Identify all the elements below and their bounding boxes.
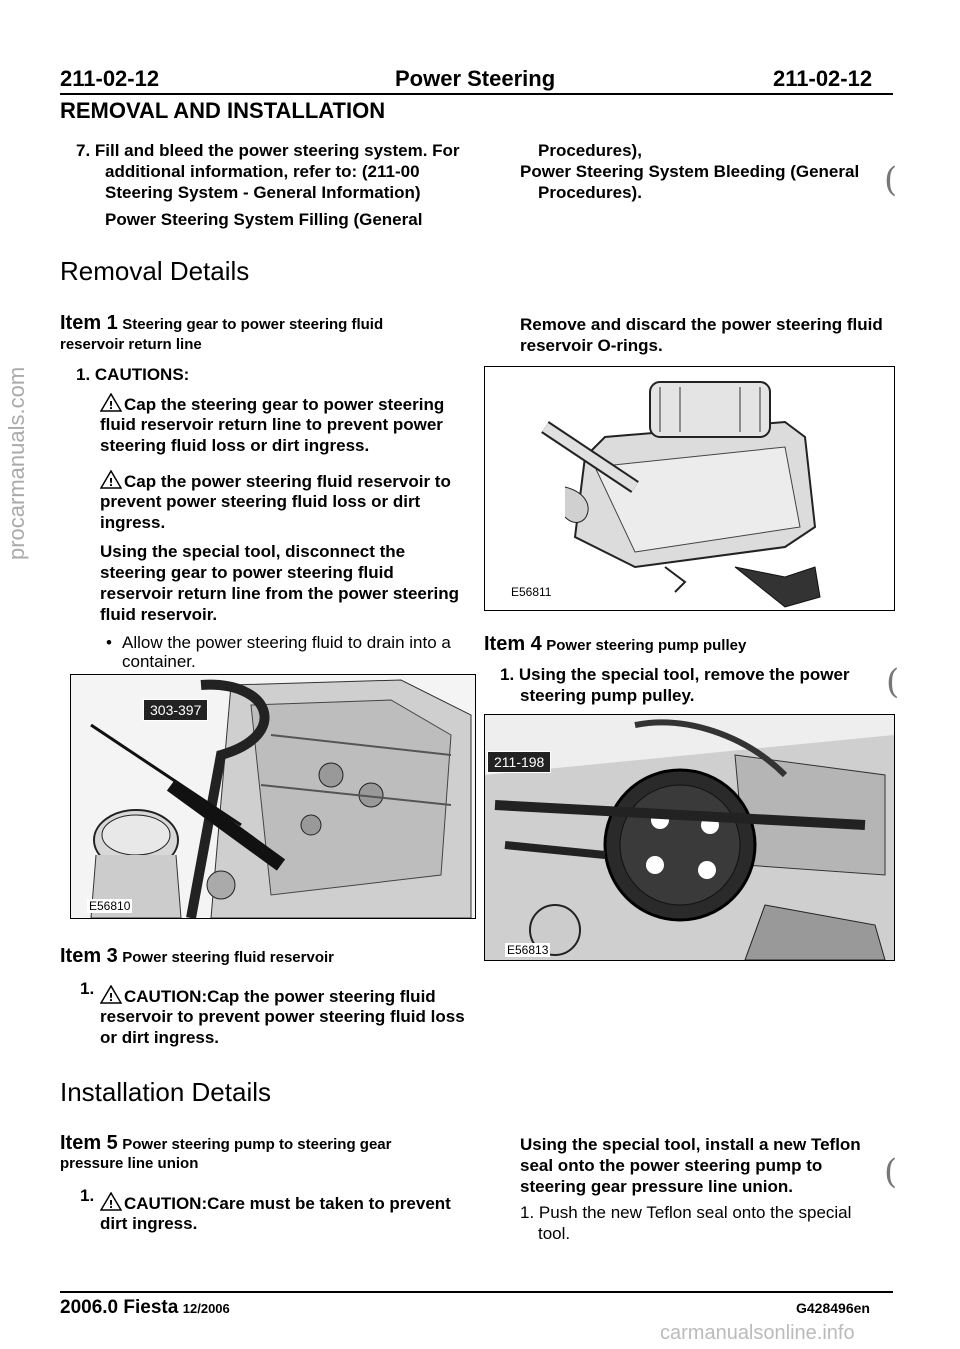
installation-heading: Installation Details — [60, 1077, 271, 1107]
caution1-line-b: fluid reservoir return line to prevent power — [100, 415, 443, 434]
margin-bracket-icon: ( — [884, 160, 898, 200]
svg-text:!: ! — [108, 399, 114, 412]
footer-doc-code: G428496en — [796, 1300, 870, 1316]
item4-step-a: 1. Using the special tool, remove the power — [500, 665, 850, 684]
header-title: Power Steering — [395, 66, 556, 91]
caution2-line-a: ! Cap the power steering fluid reservoir to — [100, 470, 451, 492]
removal-heading: Removal Details — [60, 256, 250, 286]
bottom-watermark: carmanualsonline.info — [660, 1322, 855, 1344]
item1-heading — [60, 312, 383, 335]
footer-date: 12/2006 — [182, 1301, 230, 1316]
warning-triangle-icon — [100, 470, 122, 489]
bullet-line-b: container. — [122, 652, 196, 671]
install-using-b: seal onto the power steering pump to — [520, 1156, 823, 1175]
item3-num: 1. — [80, 979, 95, 998]
fig3-tool-tag: 211-198 — [487, 751, 551, 773]
item5-heading — [60, 1132, 392, 1155]
item4-desc: Power steering pump pulley — [546, 637, 747, 654]
header-right-code: 211-02-12 — [773, 66, 873, 91]
item3-desc: Power steering fluid reservoir — [122, 949, 335, 966]
item5-caution-b: dirt ingress. — [100, 1214, 198, 1233]
svg-text:!: ! — [108, 476, 114, 489]
install-sub-b: tool. — [538, 1224, 571, 1243]
item5-desc: Power steering pump to steering gear — [122, 1136, 392, 1153]
fig1-tool-tag: 303-397 — [143, 699, 208, 721]
item3-caution-a: ! CAUTION:Cap the power steering fluid — [100, 985, 436, 1007]
item4-label: Item 4 — [484, 633, 542, 655]
using-line-a: Using the special tool, disconnect the — [100, 542, 406, 561]
item5-label: Item 5 — [60, 1132, 118, 1154]
install-using-a: Using the special tool, install a new Teflon — [520, 1135, 861, 1154]
item3-caution-c: or dirt ingress. — [100, 1028, 220, 1047]
reservoir-note-b: reservoir O-rings. — [520, 336, 663, 355]
install-sub-a: 1. Push the new Teflon seal onto the special — [520, 1203, 852, 1222]
footer-model: 2006.0 Fiesta 12/2006 — [60, 1297, 230, 1318]
margin-bracket-icon: ( — [886, 662, 900, 702]
step7-line-c: Steering System - General Information) — [105, 183, 421, 202]
figure-e56810 — [70, 674, 476, 919]
footer-rule — [60, 1291, 893, 1293]
item5-num: 1. — [80, 1186, 95, 1205]
engine-illustration — [71, 675, 475, 918]
using-line-c: reservoir return line from the power steering — [100, 584, 459, 603]
fig2-code: E56811 — [511, 585, 552, 599]
item3-caution-b: reservoir to prevent power steering fluid loss — [100, 1007, 465, 1026]
caution1-line-c: steering fluid loss or dirt ingress. — [100, 436, 370, 455]
item4-heading — [484, 633, 746, 656]
install-using-c: steering gear pressure line union. — [520, 1177, 794, 1196]
item1-label: Item 1 — [60, 312, 118, 334]
using-line-d: fluid reservoir. — [100, 605, 218, 624]
reservoir-note-a: Remove and discard the power steering fluid — [520, 315, 883, 334]
figure-e56811 — [484, 366, 895, 611]
header-left-code: 211-02-12 — [60, 66, 160, 91]
caution2-line-b: prevent power steering fluid loss or dirt — [100, 492, 421, 511]
figure-e56813 — [484, 714, 895, 961]
step7-line-e: Procedures), — [538, 141, 642, 160]
step7-line-b: additional information, refer to: (211-00 — [105, 162, 420, 181]
item3-heading — [60, 945, 334, 968]
item1-desc-b: reservoir return line — [60, 336, 202, 353]
warning-triangle-icon — [100, 393, 122, 412]
fig3-code: E56813 — [507, 943, 549, 957]
warning-triangle-icon — [100, 1192, 122, 1211]
step7-line-a: 7. Fill and bleed the power steering system. For — [76, 141, 460, 160]
item5-caution-a: ! CAUTION:Care must be taken to prevent — [100, 1192, 451, 1214]
item3-label: Item 3 — [60, 945, 118, 967]
step7-line-d: Power Steering System Filling (General — [105, 210, 423, 229]
item5-desc-b: pressure line union — [60, 1155, 199, 1172]
header-rule — [60, 93, 893, 95]
caution1-line-a: ! Cap the steering gear to power steering — [100, 393, 444, 415]
section-title: REMOVAL AND INSTALLATION — [60, 98, 386, 123]
warning-triangle-icon — [100, 985, 122, 1004]
svg-text:!: ! — [108, 991, 114, 1004]
bullet-line-a: • Allow the power steering fluid to drain into a — [122, 632, 451, 653]
using-line-b: steering gear to power steering fluid — [100, 563, 394, 582]
svg-text:!: ! — [108, 1198, 114, 1211]
reservoir-illustration — [485, 367, 894, 610]
side-watermark: procarmanuals.com — [4, 366, 29, 560]
margin-bracket-icon: ( — [884, 1152, 898, 1192]
fig1-code: E56810 — [89, 899, 131, 913]
cautions-label: 1. CAUTIONS: — [76, 365, 190, 384]
step7-line-g: Procedures). — [538, 183, 642, 202]
item4-step-b: steering pump pulley. — [520, 686, 695, 705]
step7-line-f: Power Steering System Bleeding (General — [520, 162, 860, 181]
caution2-line-c: ingress. — [100, 513, 166, 532]
item1-desc: Steering gear to power steering fluid — [122, 316, 384, 333]
